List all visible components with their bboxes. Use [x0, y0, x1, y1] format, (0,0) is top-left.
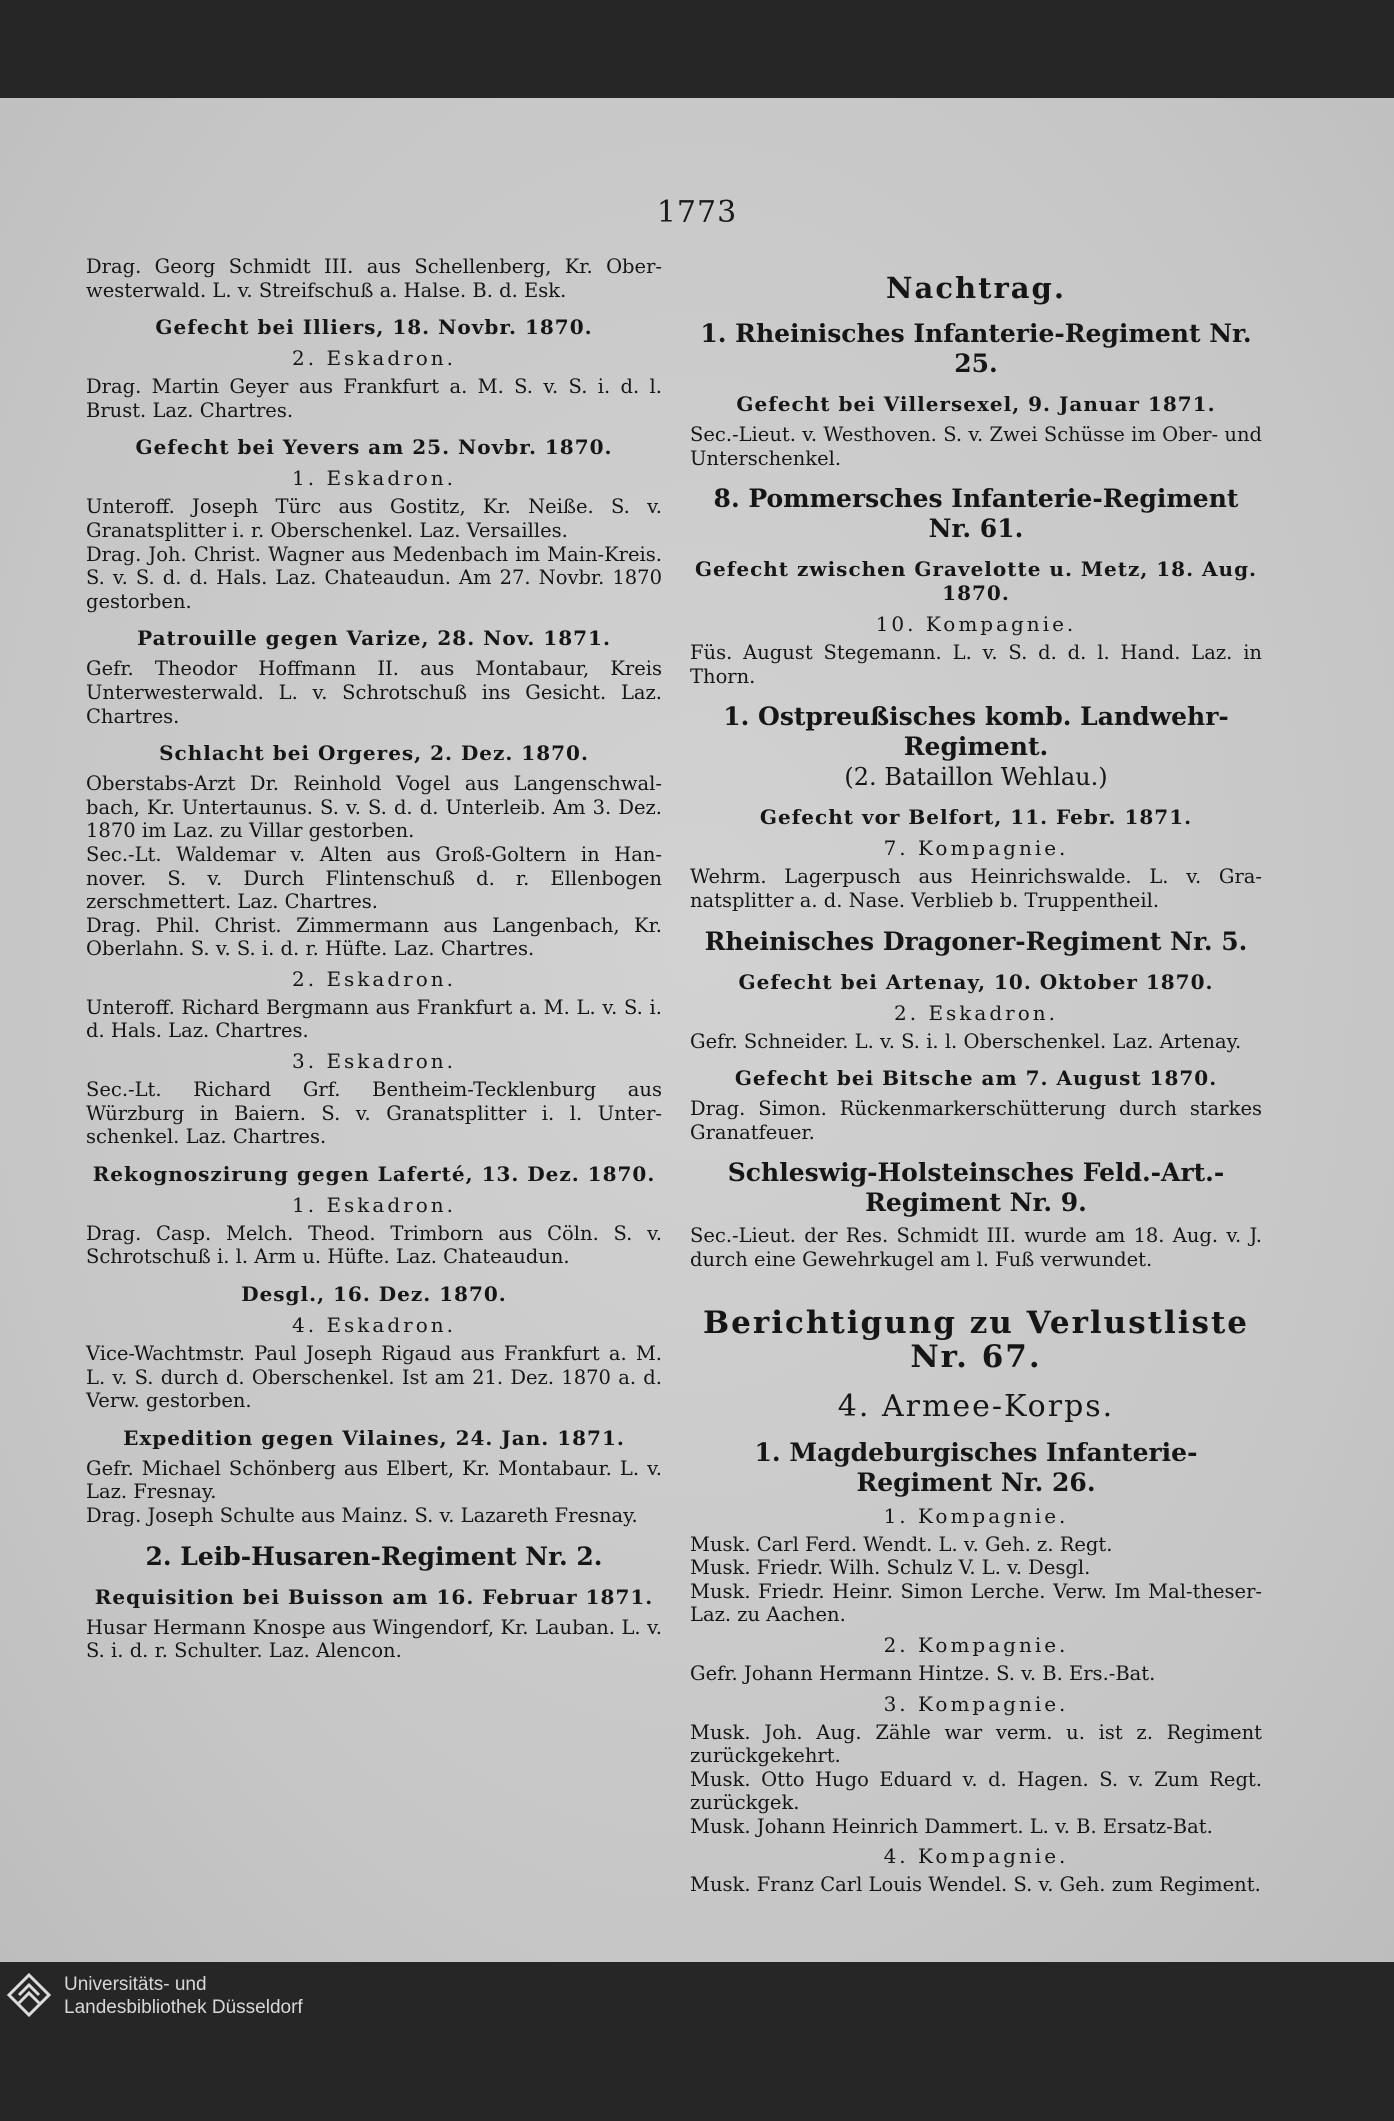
unit-subheading: [690, 612, 1262, 636]
regiment-heading: [690, 702, 1262, 792]
library-logo-icon: [6, 1972, 52, 2018]
engagement-heading: [86, 1426, 662, 1450]
casualty-entry: [690, 1030, 1262, 1054]
casualty-entry-text: Drag. Joh. Christ. Wagner aus Medenbach im Main-Kreis. S. v. S. d. d. Hals. Laz. Chateaudun. Am 27. Novbr. 1870 gestorben.: [86, 542, 662, 613]
engagement-heading: [690, 1066, 1262, 1090]
unit-subheading: [86, 346, 662, 370]
engagement-heading-text: Gefecht bei Bitsche am 7. August 1870.: [734, 1066, 1218, 1091]
section-title-text: 4. Armee-Korps.: [837, 1388, 1115, 1424]
unit-subheading: [690, 1844, 1262, 1868]
casualty-entry: [690, 1224, 1262, 1271]
engagement-heading-text: Expedition gegen Vilaines, 24. Jan. 1871.: [123, 1425, 625, 1450]
casualty-entry-text: Husar Hermann Knospe aus Wingendorf, Kr. Lauban. L. v. S. i. d. r. Schulter. Laz. Alencon.: [86, 1615, 662, 1663]
casualty-entry-text: Unteroff. Richard Bergmann aus Frankfurt a. M. L. v. S. i. d. Hals. Laz. Chartres.: [86, 995, 662, 1043]
engagement-heading: [86, 315, 662, 339]
unit-subheading: [690, 1001, 1262, 1025]
engagement-heading-text: Requisition bei Buisson am 16. Februar 1871.: [94, 1584, 654, 1609]
unit-subheading-text: 1. Kompagnie.: [883, 1503, 1069, 1528]
section-title: [690, 1306, 1262, 1374]
casualty-entry-text: Musk. Otto Hugo Eduard v. d. Hagen. S. v. Zum Regt. zurückgek.: [690, 1767, 1262, 1815]
unit-subheading: [690, 1692, 1262, 1716]
regiment-heading: [690, 1158, 1262, 1218]
casualty-entry-text: Musk. Franz Carl Louis Wendel. S. v. Geh. zum Regiment.: [690, 1873, 1261, 1897]
casualty-entry-text: Gefr. Michael Schönberg aus Elbert, Kr. Montabaur. L. v. Laz. Fresnay.: [86, 1456, 662, 1504]
casualty-entry-text: Gefr. Schneider. L. v. S. i. l. Oberschenkel. Laz. Artenay.: [690, 1029, 1242, 1053]
unit-subheading-text: 4. Eskadron.: [292, 1313, 456, 1338]
unit-subheading-text: 3. Eskadron.: [292, 1049, 456, 1074]
engagement-heading-text: Schlacht bei Orgeres, 2. Dez. 1870.: [159, 741, 589, 766]
casualty-entry: [86, 843, 662, 914]
casualty-entry: [86, 1342, 662, 1413]
unit-subheading: [86, 466, 662, 490]
casualty-entry: [690, 865, 1262, 912]
casualty-entry-text: Drag. Casp. Melch. Theod. Trimborn aus Cöln. S. v. Schrotschuß i. l. Arm u. Hüfte. Laz. Chateaudun.: [86, 1221, 662, 1269]
regiment-heading-text: 1. Ostpreußisches komb. Landwehr-Regiment.: [723, 702, 1229, 762]
section-title: [690, 271, 1262, 305]
engagement-heading: [690, 392, 1262, 416]
casualty-entry-text: Drag. Phil. Christ. Zimmermann aus Langenbach, Kr. Oberlahn. S. v. S. i. d. r. Hüfte. Laz. Chartres.: [86, 913, 662, 961]
casualty-entry-text: Drag. Martin Geyer aus Frankfurt a. M. S. v. S. i. d. l. Brust. Laz. Chartres.: [86, 375, 662, 422]
regiment-subtitle: (2. Bataillon Wehlau.): [844, 763, 1108, 792]
library-name-line1: Universitäts- und: [64, 1974, 207, 1995]
section-title: [690, 1390, 1262, 1424]
casualty-entry: [690, 423, 1262, 470]
casualty-entry: [86, 1078, 662, 1149]
casualty-entry-text: Oberstabs-Arzt Dr. Reinhold Vogel aus Langenschwal-bach, Kr. Untertaunus. S. v. S. d. d. Unterleib. Am 3. Dez. 1870 im Laz. zu Villar gestorben.: [86, 772, 662, 843]
unit-subheading: [690, 1504, 1262, 1528]
casualty-entry: [86, 495, 662, 542]
regiment-heading: [86, 1542, 662, 1572]
casualty-entry: [690, 1873, 1262, 1897]
casualty-entry: [86, 1504, 662, 1528]
casualty-entry-text: Füs. August Stegemann. L. v. S. d. d. l. Hand. Laz. in Thorn.: [690, 641, 1262, 688]
left-column: [86, 255, 662, 1663]
unit-subheading: [86, 967, 662, 991]
engagement-heading: [86, 1585, 662, 1609]
unit-subheading-text: 2. Eskadron.: [292, 346, 456, 371]
casualty-entry-text: Musk. Carl Ferd. Wendt. L. v. Geh. z. Regt.: [690, 1532, 1113, 1556]
library-name-line2: Landesbibliothek Düsseldorf: [64, 1997, 303, 2018]
regiment-heading-text: 1. Rheinisches Infanterie-Regiment Nr. 25.: [700, 319, 1252, 378]
unit-subheading: [86, 1193, 662, 1217]
engagement-heading-text: Gefecht bei Villersexel, 9. Januar 1871.: [736, 392, 1216, 416]
section-title-text: Nachtrag.: [886, 271, 1066, 305]
casualty-entry: [690, 1768, 1262, 1815]
unit-subheading: [690, 1633, 1262, 1657]
casualty-entry-text: Sec.-Lt. Waldemar v. Alten aus Groß-Goltern in Han-nover. S. v. Durch Flintenschuß d. r. Ellenbogen zerschmettert. Laz. Chartres.: [86, 842, 662, 914]
engagement-heading: [690, 805, 1262, 829]
unit-subheading: [86, 1313, 662, 1337]
unit-subheading-text: 1. Eskadron.: [292, 466, 456, 491]
engagement-heading: [86, 626, 662, 650]
unit-subheading-text: 7. Kompagnie.: [883, 836, 1069, 861]
page-number: 1773: [656, 195, 738, 230]
casualty-entry: [86, 772, 662, 843]
engagement-heading-text: Patrouille gegen Varize, 28. Nov. 1871.: [137, 626, 611, 651]
engagement-heading-text: Desgl., 16. Dez. 1870.: [241, 1282, 507, 1307]
casualty-entry-text: Sec.-Lieut. v. Westhoven. S. v. Zwei Schüsse im Ober- und Unterschenkel.: [690, 423, 1262, 470]
casualty-entry: [690, 1662, 1262, 1686]
casualty-entry: [86, 543, 662, 614]
casualty-entry-text: Sec.-Lieut. der Res. Schmidt III. wurde am 18. Aug. v. J. durch eine Gewehrkugel am l. Fuß verwundet.: [690, 1224, 1262, 1271]
section-title-text: Berichtigung zu Verlustliste Nr. 67.: [702, 1304, 1250, 1375]
engagement-heading-text: Gefecht zwischen Gravelotte u. Metz, 18. Aug. 1870.: [694, 557, 1258, 606]
unit-subheading: [86, 1049, 662, 1073]
casualty-entry-text: Drag. Georg Schmidt III. aus Schellenberg, Kr. Ober-westerwald. L. v. Streifschuß a. Halse. B. d. Esk.: [86, 255, 662, 302]
casualty-entry-text: Gefr. Theodor Hoffmann II. aus Montabaur, Kreis Unterwesterwald. L. v. Schrotschuß ins Gesicht. Laz. Chartres.: [86, 657, 662, 728]
casualty-entry: [86, 375, 662, 422]
casualty-entry-text: Musk. Friedr. Heinr. Simon Lerche. Verw. Im Mal-theser-Laz. zu Aachen.: [690, 1579, 1262, 1627]
engagement-heading-text: Gefecht bei Artenay, 10. Oktober 1870.: [738, 969, 1214, 994]
casualty-entry: [86, 1222, 662, 1269]
regiment-heading-text: Schleswig-Holsteinsches Feld.-Art.-Regiment Nr. 9.: [727, 1158, 1225, 1218]
engagement-heading: [86, 1282, 662, 1306]
unit-subheading-text: 4. Kompagnie.: [883, 1844, 1069, 1869]
casualty-entry-text: Musk. Friedr. Wilh. Schulz V. L. v. Desgl.: [690, 1556, 1091, 1580]
unit-subheading-text: 2. Eskadron.: [894, 1000, 1058, 1025]
regiment-heading: [690, 1438, 1262, 1498]
casualty-entry-text: Drag. Joseph Schulte aus Mainz. S. v. Lazareth Fresnay.: [86, 1504, 638, 1527]
casualty-entry: [690, 1721, 1262, 1768]
regiment-heading: [690, 927, 1262, 957]
regiment-heading-text: 2. Leib-Husaren-Regiment Nr. 2.: [145, 1541, 603, 1571]
casualty-entry: [86, 1457, 662, 1504]
regiment-heading-text: Rheinisches Dragoner-Regiment Nr. 5.: [704, 926, 1248, 956]
casualty-entry-text: Wehrm. Lagerpusch aus Heinrichswalde. L. v. Gra-natsplitter a. d. Nase. Verblieb b. Truppentheil.: [690, 865, 1262, 912]
casualty-entry: [86, 996, 662, 1043]
casualty-entry: [690, 641, 1262, 688]
casualty-entry: [86, 914, 662, 961]
casualty-entry-text: Gefr. Johann Hermann Hintze. S. v. B. Ers.-Bat.: [690, 1661, 1156, 1685]
casualty-entry: [690, 1533, 1262, 1557]
regiment-heading-text: 8. Pommersches Infanterie-Regiment Nr. 61.: [713, 484, 1239, 544]
casualty-entry-text: Musk. Joh. Aug. Zähle war verm. u. ist z. Regiment zurückgekehrt.: [690, 1720, 1262, 1768]
unit-subheading-text: 2. Eskadron.: [292, 966, 456, 991]
engagement-heading: [690, 970, 1262, 994]
casualty-entry: [690, 1097, 1262, 1144]
unit-subheading-text: 1. Eskadron.: [292, 1192, 456, 1217]
engagement-heading-text: Rekognoszirung gegen Laferté, 13. Dez. 1870.: [92, 1161, 656, 1186]
engagement-heading-text: Gefecht bei Yevers am 25. Novbr. 1870.: [135, 435, 613, 460]
casualty-entry: [86, 657, 662, 728]
casualty-entry-text: Musk. Johann Heinrich Dammert. L. v. B. Ersatz-Bat.: [690, 1814, 1213, 1838]
engagement-heading-text: Gefecht vor Belfort, 11. Febr. 1871.: [759, 805, 1193, 830]
engagement-heading: [86, 1162, 662, 1186]
unit-subheading-text: 2. Kompagnie.: [883, 1632, 1069, 1657]
engagement-heading-text: Gefecht bei Illiers, 18. Novbr. 1870.: [155, 315, 593, 340]
casualty-entry: [690, 1815, 1262, 1839]
right-column: [690, 255, 1262, 1897]
casualty-entry-text: Vice-Wachtmstr. Paul Joseph Rigaud aus Frankfurt a. M. L. v. S. durch d. Oberschenkel. Ist am 21. Dez. 1870 a. d. Verw. gestorben.: [86, 1342, 662, 1413]
casualty-entry-text: Sec.-Lt. Richard Grf. Bentheim-Tecklenburg aus Würzburg in Baiern. S. v. Granatsplitter i. l. Unter-schenkel. Laz. Chartres.: [86, 1078, 662, 1149]
engagement-heading: [86, 741, 662, 765]
engagement-heading: [690, 557, 1262, 605]
unit-subheading-text: 10. Kompagnie.: [875, 612, 1077, 637]
casualty-entry: [690, 1556, 1262, 1580]
casualty-entry: [86, 255, 662, 302]
casualty-entry: [86, 1616, 662, 1663]
unit-subheading-text: 3. Kompagnie.: [883, 1691, 1069, 1716]
casualty-entry-text: Unteroff. Joseph Türc aus Gostitz, Kr. Neiße. S. v. Granatsplitter i. r. Oberschenkel. Laz. Versailles.: [86, 495, 662, 542]
regiment-heading: [690, 319, 1262, 379]
regiment-heading: [690, 484, 1262, 544]
casualty-entry-text: Drag. Simon. Rückenmarkerschütterung durch starkes Granatfeuer.: [690, 1097, 1262, 1144]
casualty-entry: [690, 1580, 1262, 1627]
unit-subheading: [690, 836, 1262, 860]
regiment-heading-text: 1. Magdeburgisches Infanterie-Regiment Nr. 26.: [754, 1437, 1198, 1497]
engagement-heading: [86, 435, 662, 459]
